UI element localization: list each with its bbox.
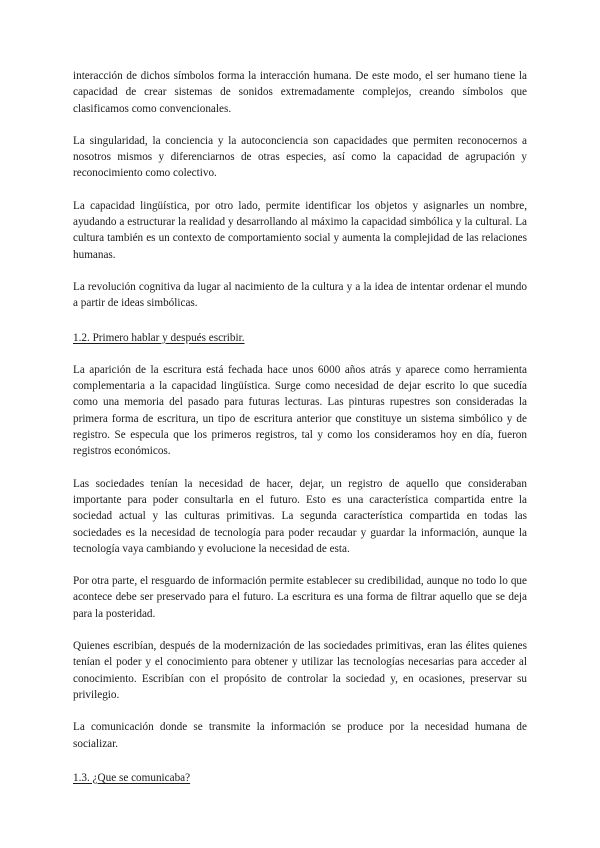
paragraph-societies-record: Las sociedades tenían la necesidad de hacer, dejar, un registro de aquello que consideraban importante para poder consultarla en el futuro. Esto es una característica compartida entre la sociedad actual y las culturas primitivas. La segunda característica compartida en todas las sociedades es la necesidad de tecnología para poder recaudar y guardar la información, aunque la tecnología vaya cambiando y evolucione la necesidad de esta. — [73, 477, 527, 555]
paragraph-writing-origin: La aparición de la escritura está fechada hace unos 6000 años atrás y aparece como herramienta complementaria a la capacidad lingüística. Surge como necesidad de dejar escrito lo que sucedía como una memoria del pasado para futuras lecturas. Las pinturas rupestres son consideradas la primera forma de escritura, un tipo de escritura anterior que constituye un sistema simbólico y de registro. Se especula que los primeros registros, tal y como los consideramos hoy en día, fueron registros económicos. — [73, 363, 527, 458]
paragraph-singularity: La singularidad, la conciencia y la autoconciencia son capacidades que permiten reconocernos a nosotros mismos y diferenciarnos de otras especies, así como la capacidad de agrupación y reconocimiento como colectivo. — [73, 134, 527, 180]
paragraph-elites-writing: Quienes escribían, después de la modernización de las sociedades primitivas, eran las élites quienes tenían el poder y el conocimiento para obtener y utilizar las tecnologías necesarias para acceder al conocimiento. Escribían con el propósito de controlar la sociedad y, en ocasiones, preservar su privilegio. — [73, 640, 527, 701]
paragraph-communication-socialize: La comunicación donde se transmite la información se produce por la necesidad humana de socializar. — [73, 721, 527, 750]
section-heading-1-3: 1.3. ¿Que se comunicaba? — [73, 771, 191, 784]
paragraph-information-credibility: Por otra parte, el resguardo de información permite establecer su credibilidad, aunque no todo lo que acontece debe ser preservado para el futuro. La escritura es una forma de filtrar aquello que se deja para la posteridad. — [73, 575, 527, 620]
section-heading-1-2: 1.2. Primero hablar y después escribir. — [73, 331, 245, 344]
paragraph-cognitive-revolution: La revolución cognitiva da lugar al nacimiento de la cultura y a la idea de intentar ordenar el mundo a partir de ideas simbólicas. — [73, 280, 527, 310]
paragraph-symbol-interaction: interacción de dichos símbolos forma la interacción humana. De este modo, el ser humano tiene la capacidad de crear sistemas de sonidos extremadamente complejos, creando símbolos que clasificamos como convencionales. — [73, 70, 527, 115]
paragraph-linguistic-capacity: La capacidad lingüística, por otro lado, permite identificar los objetos y asignarles un nombre, ayudando a estructurar la realidad y desarrollando al máximo la capacidad simbólica y la cultural. La cultura también es un contexto de comportamiento social y aumenta la complejidad de las relaciones humanas. — [73, 199, 527, 261]
document-page — [73, 68, 527, 802]
